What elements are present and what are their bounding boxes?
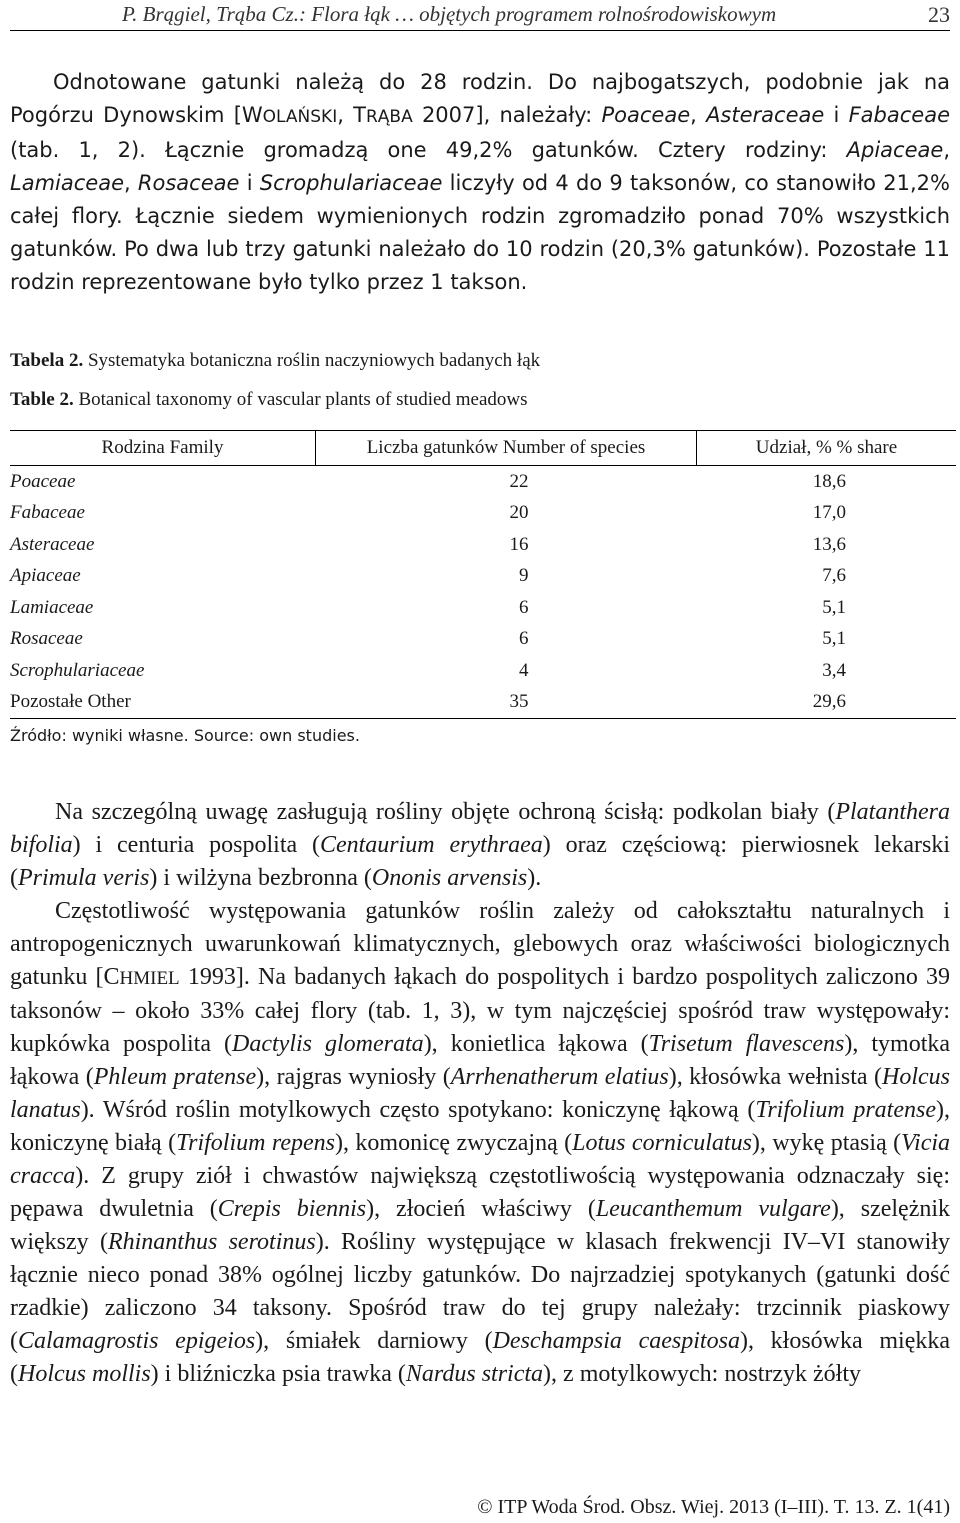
taxon-name: Lamiaceae — [10, 171, 124, 195]
species-name: Nardus stricta — [405, 1361, 544, 1387]
taxonomy-table — [10, 430, 956, 719]
species-name: Lotus corniculatus — [572, 1130, 752, 1156]
body-text-run: 1993]. Na badanych łąkach do pospolitych i bardzo pospolitych zaliczono 39 taksonów – około 33% całej flory (tab. 1, 3), w tym najczęściej spośród traw występowały: kupkówka pospolita ( — [10, 964, 950, 1057]
share-cell: 3,4 — [822, 659, 846, 681]
species-name: Trifolium repens — [176, 1130, 335, 1156]
family-cell: Apiaceae — [10, 565, 81, 587]
running-header — [10, 0, 950, 31]
table-title: Systematyka botaniczna roślin naczyniowych badanych łąk — [83, 350, 541, 371]
share-cell: 17,0 — [812, 502, 846, 524]
body-text-run: ), z motylkowych: nostrzyk żółty — [543, 1361, 861, 1387]
body-text-run: ), konietlica łąkowa ( — [423, 1031, 649, 1057]
taxon-name: Rosaceae — [137, 171, 240, 195]
count-cell: 16 — [509, 533, 529, 555]
body-text-run: ), koniczynę białą ( — [10, 1097, 950, 1156]
table-title: Botanical taxonomy of vascular plants of studied meadows — [73, 389, 528, 410]
species-name: Primula veris — [18, 865, 150, 891]
share-cell: 18,6 — [812, 470, 846, 492]
species-name: Crepis biennis — [217, 1196, 367, 1222]
family-cell: Asteraceae — [10, 533, 95, 555]
taxon-name: Asteraceae — [706, 103, 825, 127]
share-cell: 5,1 — [822, 596, 846, 618]
body-text-run: ), wykę ptasią ( — [751, 1130, 902, 1156]
body-text-run: ), śmiałek darniowy ( — [255, 1328, 493, 1354]
body-text-run: ). Wśród roślin motylkowych często spotykano: koniczynę łąkową ( — [80, 1097, 756, 1123]
intro-text: , T — [337, 103, 366, 127]
body-text-run: ) i wilżyna bezbronna ( — [149, 865, 372, 891]
body-text-run: ). Z grupy ziół i chwastów największą częstotliwością występowania odznaczały się: pępawa dwuletnia ( — [10, 1163, 950, 1222]
species-name: Ononis arvensis — [371, 865, 528, 891]
family-cell: Lamiaceae — [10, 596, 94, 618]
body-text — [10, 796, 950, 1391]
table-caption-pl — [10, 350, 540, 372]
intro-text: (tab. 1, 2). Łącznie gromadzą one 49,2% gatunków. Cztery rodziny: — [10, 138, 847, 162]
body-text-run: ). Rośliny występujące w klasach frekwencji IV–VI stanowiły łącznie nieco ponad 38% ogólnej liczby gatunków. Do najrzadziej spotykanych (gatunki dość rzadkie) zaliczono 34 taksony. Spośród traw do tej grupy należały: trzcinnik piaskowy ( — [10, 1229, 951, 1354]
table-row — [10, 561, 956, 593]
family-cell: Poaceae — [10, 470, 76, 492]
count-cell: 20 — [509, 502, 529, 524]
author-smallcaps: OLAŃSKI — [262, 107, 338, 127]
column-header-family: Rodzina Family — [10, 431, 316, 466]
body-text-run: ). — [527, 865, 542, 891]
body-text-run: ), tymotka łąkowa ( — [10, 1031, 951, 1090]
body-text-run: Częstotliwość występowania gatunków roślin zależy od całokształtu naturalnych i antropogenicznych uwarunkowań klimatycznych, glebowych oraz właściwości biologicznych gatunku [C — [10, 898, 950, 990]
count-cell: 9 — [519, 565, 529, 587]
species-name: Holcus lanatus — [10, 1064, 950, 1123]
body-text-run: ), szelężnik większy ( — [10, 1196, 951, 1255]
taxon-name: Poaceae — [601, 103, 691, 127]
table-source-note: Źródło: wyniki własne. Source: own studies. — [10, 726, 360, 745]
intro-text: 2007], należały: — [412, 103, 602, 127]
column-header-share: Udział, % % share — [697, 431, 957, 466]
count-cell: 6 — [519, 596, 529, 618]
body-text-run: ), kłosówka wełnista ( — [668, 1064, 882, 1090]
taxon-name: Fabaceae — [848, 103, 950, 127]
share-cell: 5,1 — [822, 628, 846, 650]
species-name: Vicia cracca — [10, 1130, 951, 1189]
table-row — [10, 529, 956, 561]
page-number: 23 — [928, 2, 950, 27]
family-cell: Rosaceae — [10, 628, 83, 650]
table-caption-en — [10, 389, 528, 411]
table-row — [10, 498, 956, 530]
table-label: Tabela 2. — [10, 350, 84, 371]
family-cell: Scrophulariaceae — [10, 659, 145, 681]
table-header-row — [10, 431, 956, 466]
body-text-run: Na szczególną uwagę zasługują rośliny objęte ochroną ścisłą: podkolan biały ( — [55, 799, 836, 825]
count-cell: 4 — [519, 659, 529, 681]
intro-text: i — [239, 171, 260, 195]
family-cell: Fabaceae — [10, 502, 85, 524]
table-row — [10, 687, 956, 719]
body-text-run: ) oraz częściową: pierwiosnek lekarski ( — [10, 832, 950, 891]
count-cell: 22 — [509, 470, 529, 492]
species-name: Centaurium erythraea — [319, 832, 543, 858]
table-row — [10, 592, 956, 624]
share-cell: 7,6 — [822, 565, 846, 587]
intro-text: , — [943, 138, 950, 162]
species-name: Calamagrostis epigeios — [18, 1328, 256, 1354]
share-cell: 29,6 — [697, 687, 957, 719]
body-text-run: ), złocień właściwy ( — [366, 1196, 596, 1222]
journal-footer: © ITP Woda Środ. Obsz. Wiej. 2013 (I–III). T. 13. Z. 1(41) — [477, 1496, 950, 1518]
table-row — [10, 624, 956, 656]
species-name: Phleum pratense — [93, 1064, 257, 1090]
intro-text: liczyły od 4 do 9 taksonów, co stanowiło 21,2% całej flory. Łącznie siedem wymienionych rodzin zgromadziło ponad 70% wszystkich gatunków. Po dwa lub trzy gatunki należało do 10 rodzin (20,3% gatunków). Pozostałe 11 rodzin reprezentowane było tylko przez 1 takson. — [10, 171, 950, 294]
count-cell: 6 — [519, 628, 529, 650]
species-name: Deschampsia caespitosa — [492, 1328, 740, 1354]
body-text-run: ), komonicę zwyczajną ( — [335, 1130, 573, 1156]
intro-text: , — [123, 171, 138, 195]
species-name: Holcus mollis — [18, 1361, 151, 1387]
table-row — [10, 655, 956, 687]
intro-text: , — [690, 103, 707, 127]
family-cell: Pozostałe Other — [10, 687, 316, 719]
table-row — [10, 466, 956, 498]
taxon-name: Scrophulariaceae — [259, 171, 443, 195]
body-text-run: ), kłosówka miękka ( — [10, 1328, 951, 1387]
intro-text: i — [824, 103, 849, 127]
count-cell: 35 — [316, 687, 697, 719]
body-paragraph — [10, 796, 950, 895]
body-paragraph — [10, 895, 950, 1391]
species-name: Leucanthemum vulgare — [595, 1196, 831, 1222]
table-label: Table 2. — [10, 389, 74, 410]
intro-text: Odnotowane gatunki należą do 28 rodzin. Do najbogatszych, podobnie jak na Pogórzu Dynowskim [W — [10, 70, 950, 127]
intro-paragraph — [10, 66, 950, 299]
species-name: Arrhenatherum elatius — [450, 1064, 669, 1090]
species-name: Rhinanthus serotinus — [107, 1229, 316, 1255]
column-header-species-count: Liczba gatunków Number of species — [316, 431, 697, 466]
body-text-run: ) i bliźniczka psia trawka ( — [150, 1361, 406, 1387]
author-smallcaps: HMIEL — [119, 968, 180, 989]
species-name: Dactylis glomerata — [232, 1031, 424, 1057]
species-name: Trisetum flavescens — [648, 1031, 845, 1057]
taxon-name: Apiaceae — [846, 138, 944, 162]
body-text-run: ) i centuria pospolita ( — [72, 832, 320, 858]
species-name: Platanthera bifolia — [10, 799, 950, 858]
share-cell: 13,6 — [812, 533, 846, 555]
running-title: P. Brągiel, Trąba Cz.: Flora łąk … objętych programem rolnośrodowiskowym — [122, 2, 777, 26]
author-smallcaps: RĄBA — [365, 107, 413, 127]
body-text-run: ), rajgras wyniosły ( — [256, 1064, 451, 1090]
species-name: Trifolium pratense — [755, 1097, 936, 1123]
